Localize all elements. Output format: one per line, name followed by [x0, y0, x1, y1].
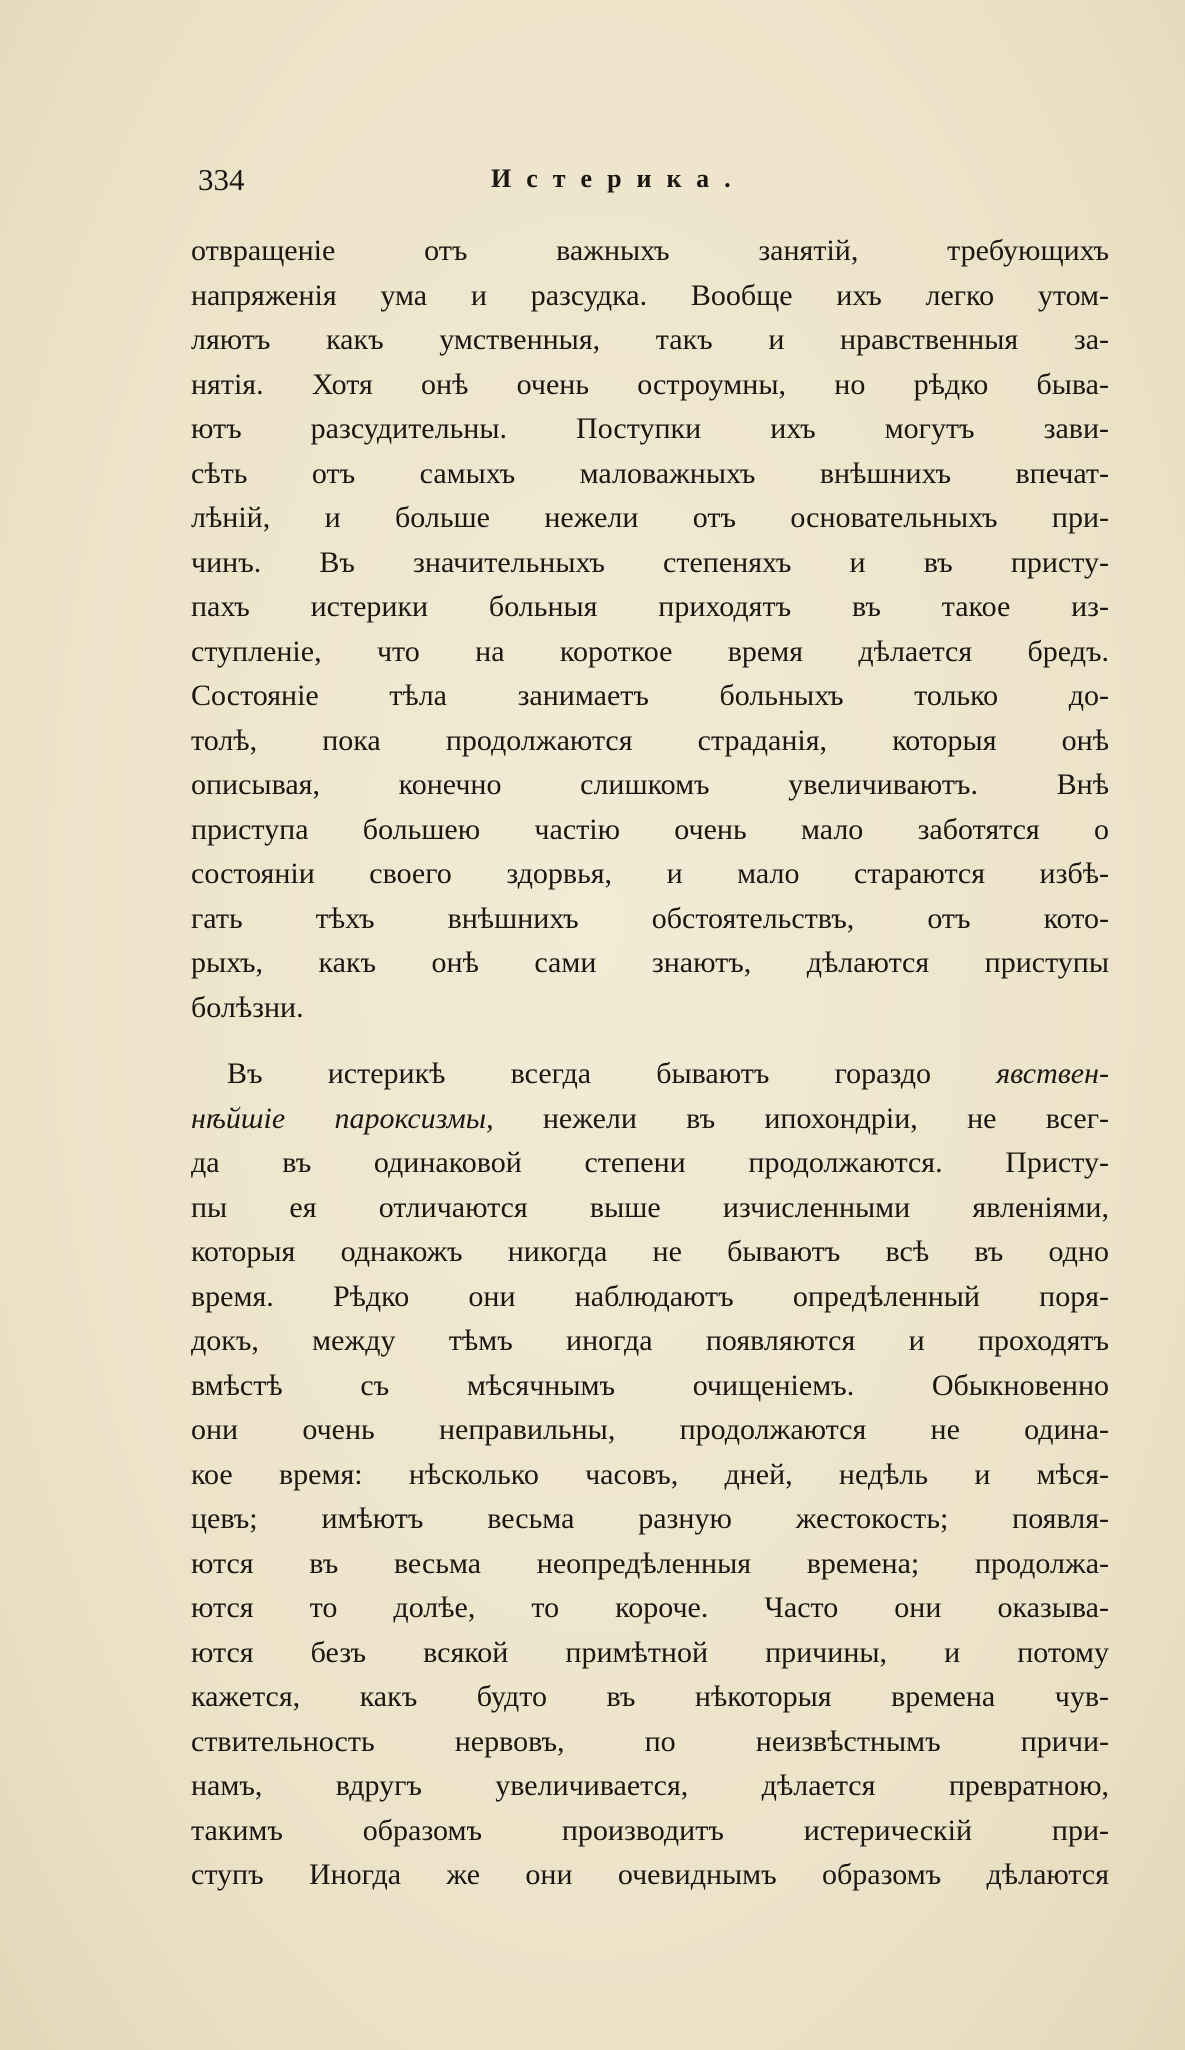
text-line: намъ, вдругъ увеличивается, дѣлается превратною, [191, 1769, 1109, 1802]
text-line: сѣть отъ самыхъ маловажныхъ внѣшнихъ впечат- [191, 456, 1109, 490]
text-line: напряженія ума и разсудка. Вообще ихъ легко утом- [191, 278, 1109, 312]
text-line: которыя однакожъ никогда не бываютъ всѣ въ одно [191, 1235, 1109, 1268]
text-line: пы ея отличаются выше изчисленными явленіями, [191, 1190, 1109, 1224]
text-line: докъ, между тѣмъ иногда появляются и проходятъ [191, 1324, 1109, 1357]
italic-emphasis: явствен- [996, 1057, 1109, 1090]
text-line [191, 1052, 1109, 1097]
text-line: такимъ образомъ производитъ истерическій при- [191, 1813, 1109, 1847]
text-line: ются въ весьма неопредѣленныя времена; продолжа- [191, 1546, 1109, 1580]
paragraph-gap [191, 1030, 1109, 1052]
text-line: время. Рѣдко они наблюдаютъ опредѣленный поря- [191, 1279, 1109, 1313]
text-line: цевъ; имѣютъ весьма разную жестокость; появля- [191, 1502, 1109, 1535]
text-line: отвращеніе отъ важныхъ занятій, требующихъ [191, 234, 1109, 267]
text-line: кажется, какъ будто въ нѣкоторыя времена чув- [191, 1680, 1109, 1713]
paragraph-1 [191, 229, 1109, 1030]
page-number: 334 [198, 162, 245, 197]
text-line: да въ одинаковой степени продолжаются. Присту- [191, 1146, 1109, 1179]
text-line: ствительность нервовъ, по неизвѣстнымъ причи- [191, 1724, 1109, 1758]
text-line: нятія. Хотя онѣ очень остроумны, но рѣдко быва- [191, 367, 1109, 401]
text-line: лѣній, и больше нежели отъ основательныхъ при- [191, 501, 1109, 534]
text-line: гать тѣхъ внѣшнихъ обстоятельствъ, отъ кото- [191, 901, 1109, 935]
text-line: приступа большею частію очень мало заботятся о [191, 812, 1109, 846]
text-run: нежели въ ипохондріи, не всег- [493, 1101, 1109, 1135]
text-line: пахъ истерики больныя приходятъ въ такое из- [191, 590, 1109, 623]
text-line: вмѣстѣ съ мѣсячнымъ очищеніемъ. Обыкновенно [191, 1368, 1109, 1402]
body-text [191, 229, 1109, 1898]
running-head [198, 162, 1110, 210]
text-line: ются безъ всякой примѣтной причины, и потому [191, 1635, 1109, 1669]
text-line: ютъ разсудительны. Поступки ихъ могутъ зави- [191, 412, 1109, 445]
text-line [191, 1097, 1109, 1142]
text-line: ступъ Иногда же они очевиднымъ образомъ дѣлаются [191, 1858, 1109, 1891]
text-line: толѣ, пока продолжаются страданія, которыя онѣ [191, 723, 1109, 757]
text-line: ляютъ какъ умственныя, такъ и нравственныя за- [191, 323, 1109, 356]
italic-emphasis: нѣйшіе пароксизмы, [191, 1101, 494, 1135]
text-line: ются то долѣе, то короче. Часто они оказыва- [191, 1591, 1109, 1624]
text-line: ступленіе, что на короткое время дѣлается бредъ. [191, 634, 1109, 668]
text-run: Въ истерикѣ всегда бываютъ гораздо [227, 1057, 997, 1090]
paragraph-2 [191, 1052, 1109, 1898]
text-line: состояніи своего здорвья, и мало стараются избѣ- [191, 857, 1109, 890]
text-line: чинъ. Въ значительныхъ степеняхъ и въ присту- [191, 545, 1109, 579]
text-line: описывая, конечно слишкомъ увеличиваютъ. Внѣ [191, 768, 1109, 801]
text-line: рыхъ, какъ онѣ сами знаютъ, дѣлаются приступы [191, 946, 1109, 979]
running-title: Истерика. [491, 164, 746, 193]
text-line: они очень неправильны, продолжаются не одина- [191, 1413, 1109, 1446]
text-line: Состояніе тѣла занимаетъ больныхъ только до- [191, 679, 1109, 712]
text-line: болѣзни. [191, 990, 304, 1024]
text-line: кое время: нѣсколько часовъ, дней, недѣль и мѣся- [191, 1457, 1109, 1491]
